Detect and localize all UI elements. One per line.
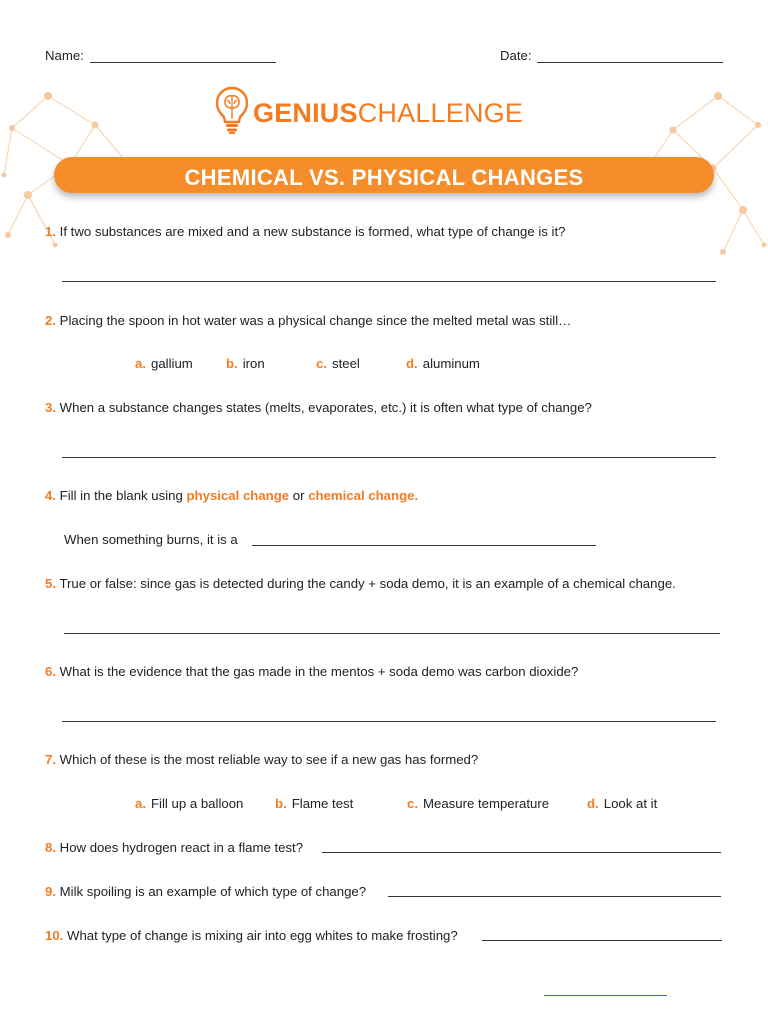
name-label: Name: bbox=[45, 48, 84, 63]
question-number: 2. bbox=[45, 313, 56, 328]
question-4 bbox=[45, 489, 418, 502]
question-number: 7. bbox=[45, 752, 56, 767]
question-text: When a substance changes states (melts, evaporates, etc.) it is often what type of change? bbox=[59, 400, 592, 415]
choice-letter: d. bbox=[587, 796, 599, 811]
choice-letter: a. bbox=[135, 796, 146, 811]
answer-line-8[interactable] bbox=[322, 852, 721, 853]
question-number: 4. bbox=[45, 488, 56, 503]
choice-d[interactable] bbox=[406, 357, 480, 370]
question-text: How does hydrogen react in a flame test? bbox=[59, 840, 304, 855]
choice-text: aluminum bbox=[422, 356, 480, 371]
question-9 bbox=[45, 885, 366, 898]
title-banner bbox=[54, 157, 714, 193]
choice-text: Fill up a balloon bbox=[151, 796, 244, 811]
question-8 bbox=[45, 841, 303, 854]
choice-text: Look at it bbox=[603, 796, 658, 811]
answer-line-10[interactable] bbox=[482, 940, 722, 941]
question-number: 5. bbox=[45, 576, 56, 591]
question-text: Which of these is the most reliable way to see if a new gas has formed? bbox=[59, 752, 479, 767]
brand-light-text: CHALLENGE bbox=[357, 98, 524, 128]
question-number: 9. bbox=[45, 884, 56, 899]
question-number: 6. bbox=[45, 664, 56, 679]
answer-line-6[interactable] bbox=[62, 721, 716, 722]
choice-letter: b. bbox=[226, 356, 238, 371]
question-number: 8. bbox=[45, 840, 56, 855]
option-chemical-change: chemical change. bbox=[308, 488, 419, 503]
choice-letter: d. bbox=[406, 356, 418, 371]
choice-text: Measure temperature bbox=[423, 796, 550, 811]
brand-bold-text: GENIUS bbox=[253, 98, 358, 128]
question-3 bbox=[45, 401, 592, 414]
page-title: CHEMICAL VS. PHYSICAL CHANGES bbox=[184, 165, 584, 190]
lightbulb-brain-icon bbox=[215, 86, 249, 136]
question-2 bbox=[45, 314, 571, 327]
choice-text: iron bbox=[242, 356, 265, 371]
choice-b[interactable] bbox=[275, 797, 353, 810]
question-text: What is the evidence that the gas made in the mentos + soda demo was carbon dioxide? bbox=[59, 664, 579, 679]
question-text: What type of change is mixing air into egg whites to make frosting? bbox=[67, 928, 458, 943]
question-7 bbox=[45, 753, 478, 766]
question-text: If two substances are mixed and a new substance is formed, what type of change is it? bbox=[59, 224, 566, 239]
footer-link[interactable] bbox=[544, 995, 667, 996]
choice-a[interactable] bbox=[135, 357, 193, 370]
question-10 bbox=[45, 929, 458, 942]
question-text: Placing the spoon in hot water was a physical change since the melted metal was still… bbox=[59, 313, 572, 328]
question-6 bbox=[45, 665, 578, 678]
answer-line-1[interactable] bbox=[62, 281, 716, 282]
choice-c[interactable] bbox=[407, 797, 549, 810]
answer-line-4[interactable] bbox=[252, 545, 596, 546]
choice-a[interactable] bbox=[135, 797, 243, 810]
question-text: Milk spoiling is an example of which type of change? bbox=[59, 884, 367, 899]
fill-in-prompt: When something burns, it is a bbox=[64, 532, 238, 547]
choices-2 bbox=[0, 357, 768, 373]
choice-c[interactable] bbox=[316, 357, 360, 370]
question-number: 1. bbox=[45, 224, 56, 239]
choice-letter: c. bbox=[407, 796, 418, 811]
choice-letter: b. bbox=[275, 796, 287, 811]
question-1 bbox=[45, 225, 565, 238]
name-field[interactable] bbox=[90, 62, 276, 63]
choice-letter: a. bbox=[135, 356, 146, 371]
choice-letter: c. bbox=[316, 356, 327, 371]
choice-text: gallium bbox=[151, 356, 193, 371]
question-text: Fill in the blank using bbox=[59, 488, 183, 503]
choice-d[interactable] bbox=[587, 797, 657, 810]
date-label: Date: bbox=[500, 48, 532, 63]
answer-line-5[interactable] bbox=[64, 633, 720, 634]
date-field[interactable] bbox=[537, 62, 723, 63]
answer-line-9[interactable] bbox=[388, 896, 721, 897]
question-number: 10. bbox=[45, 928, 64, 943]
connector-text: or bbox=[292, 488, 305, 503]
choices-7 bbox=[0, 797, 768, 813]
choice-b[interactable] bbox=[226, 357, 265, 370]
answer-line-3[interactable] bbox=[62, 457, 716, 458]
question-text: True or false: since gas is detected during the candy + soda demo, it is an example of a chemical change. bbox=[59, 576, 676, 591]
choice-text: Flame test bbox=[291, 796, 354, 811]
question-number: 3. bbox=[45, 400, 56, 415]
option-physical-change: physical change bbox=[186, 488, 290, 503]
brand-wordmark bbox=[253, 98, 523, 129]
question-5 bbox=[45, 577, 676, 590]
choice-text: steel bbox=[332, 356, 360, 371]
